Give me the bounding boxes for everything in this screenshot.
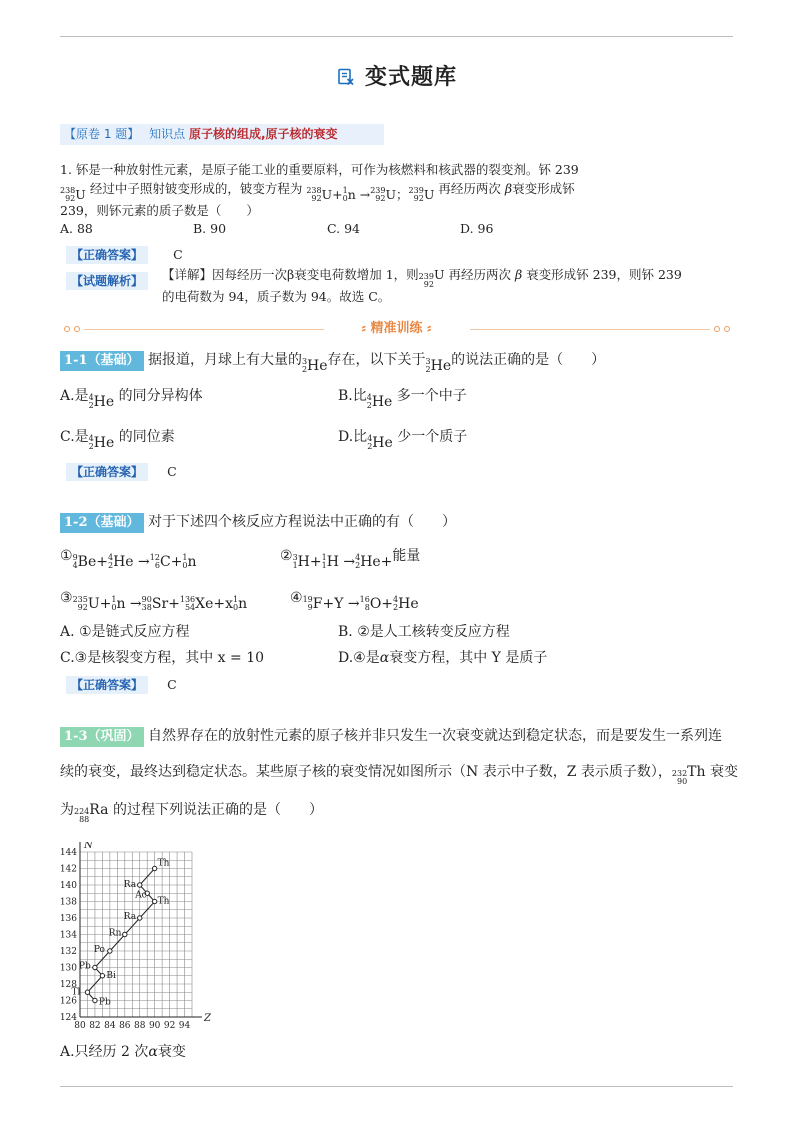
x-tick-label: 88 [134, 1021, 146, 1031]
bottom-rule [60, 1086, 733, 1087]
q1-option-c: C. 94 [327, 221, 360, 236]
q13-badge: 1-3（巩固） [60, 727, 144, 747]
nuclide-point [85, 990, 89, 994]
document-edit-icon [337, 68, 355, 86]
nuclide-point [152, 899, 156, 903]
top-rule [60, 36, 733, 37]
nuclide-label: Rn [108, 928, 122, 939]
q13-line1: 1-3（巩固） 自然界存在的放射性元素的原子核并非只发生一次衰变就达到稳定状态，而是要发生一系列连 [60, 726, 722, 747]
nuclide-label: Tl [71, 987, 81, 998]
q11-stem: 1-1（基础） 据报道，月球上有大量的 3 2 He存在，以下关于 3 2 He的说法正确的是（ ） [60, 350, 605, 376]
section-title: ⸗ 精准训练 ⸗ [361, 321, 432, 336]
y-tick-label: 138 [59, 897, 77, 908]
nuclide-label: Pb [98, 997, 111, 1008]
q12-option-d: D.④是α衰变方程，其中 Y 是质子 [338, 650, 548, 666]
nuclide-point [108, 949, 112, 953]
q11-answer-row: 【正确答案】 C [66, 461, 177, 481]
nuclide-point [100, 974, 104, 978]
x-tick-label: 80 [74, 1021, 86, 1031]
q1-analysis-label: 【试题解析】 [66, 270, 148, 290]
knowledge-point-value: 原子核的组成,原子核的衰变 [188, 127, 338, 141]
y-tick-label: 144 [59, 848, 77, 858]
nuclide-point [152, 866, 156, 870]
q1-line1: 1. 钚是一种放射性元素，是原子能工业的重要原料，可作为核燃料和核武器的裂变剂。钚 239 [60, 162, 579, 177]
nuclide-label: Pb [78, 961, 91, 972]
nuclide-point [93, 998, 97, 1002]
decay-chart [56, 842, 216, 1032]
q13-line2: 续的衰变，最终达到稳定状态。某些原子核的衰变情况如图所示（N 表示中子数，Z 表示质子数）， 232 90 Th 衰变 [60, 764, 738, 786]
q11-option-c: C.是 4 2 He 的同位素 [60, 429, 175, 451]
q1-line2-c: 衰变形成钚 [512, 181, 575, 196]
nuclide-label: Ra [123, 912, 137, 922]
nuclide-label: Bi [106, 970, 116, 981]
x-tick-label: 94 [178, 1021, 191, 1031]
q12-eq2: ② 3 1 H+ 1 1 H → 4 2 He+能量 [280, 548, 421, 570]
q11-option-b: B.比 4 2 He 多一个中子 [338, 388, 467, 410]
q12-option-b: B. ②是人工核转变反应方程 [338, 624, 510, 640]
q1-line2-b: 再经历两次 [438, 181, 501, 196]
title-text: 变式题库 [364, 65, 457, 90]
x-tick-label: 84 [104, 1021, 116, 1031]
q12-eq3: ③ 235 92 U+ 1 0 n → 90 38 Sr+ 136 54 Xe+x 1 0 n [60, 590, 248, 612]
q1-analysis-line2: 的电荷数为 94，质子数为 94。故选 C。 [162, 289, 391, 304]
nuclide-label: Th [157, 858, 170, 869]
q12-option-a: A. ①是链式反应方程 [60, 624, 190, 640]
page-title [0, 60, 794, 91]
q1-answer: C [173, 247, 183, 262]
y-tick-label: 124 [59, 1013, 77, 1023]
nuclide-label: Ra [123, 880, 137, 890]
q1-option-d: D. 96 [460, 221, 494, 236]
section-divider [60, 320, 733, 338]
q12-answer-row: 【正确答案】 C [66, 674, 177, 694]
q1-option-a: A. 88 [60, 221, 93, 236]
nuclide-point [123, 932, 127, 936]
q11-option-d: D.比 4 2 He 少一个质子 [338, 429, 468, 451]
knowledge-point-label: 知识点 [149, 127, 186, 141]
y-tick-label: 130 [59, 963, 77, 974]
q13-option-a: A.只经历 2 次α衰变 [60, 1044, 186, 1060]
x-tick-label: 82 [89, 1021, 101, 1031]
q1-analysis-line1: 【详解】因每经历一次β衰变电荷数增加 1，则 239 92 U 再经历两次 β 衰变形成钚 239，则钚 239 [162, 267, 682, 289]
q1-line2-a: 经过中子照射铍变形成的，铍变方程为 [89, 181, 303, 196]
q12-eq1: ① 9 4 Be+ 4 2 He → 12 6 C+ 1 0 n [60, 548, 197, 570]
q12-option-c: C.③是核裂变方程，其中 x = 10 [60, 650, 265, 666]
y-tick-label: 128 [59, 980, 77, 990]
nuclide-point [138, 916, 142, 920]
nuclide-point [138, 883, 142, 887]
q1-option-b: B. 90 [193, 221, 227, 236]
y-tick-label: 134 [59, 930, 77, 941]
q1-line3: 239，则钚元素的质子数是（ ） [60, 203, 259, 218]
source-bar [60, 124, 384, 145]
q12-stem: 1-2（基础） 对于下述四个核反应方程说法中正确的有（ ） [60, 512, 456, 533]
q12-badge: 1-2（基础） [60, 513, 144, 533]
nuclide-label: Po [93, 945, 105, 955]
q12-eq4: ④ 19 9 F+Y → 16 8 O+ 4 2 He [290, 590, 419, 612]
source-tag: 【原卷 1 题】 [64, 127, 140, 141]
x-tick-label: 86 [119, 1021, 131, 1031]
x-axis-label: Z [204, 1013, 211, 1024]
q1-answer-label: 【正确答案】 [66, 246, 148, 264]
q1-line2: 238 92 U 经过中子照射铍变形成的，铍变方程为 238 92 U+ 1 0 n → 239 92 U； 239 92 U 再经历两次 β衰变形成钚 [60, 181, 575, 203]
y-tick-label: 142 [59, 864, 77, 875]
y-tick-label: 126 [59, 996, 77, 1007]
y-axis-label: N [84, 842, 93, 851]
y-tick-label: 140 [59, 881, 77, 891]
x-tick-label: 90 [148, 1021, 161, 1031]
nuclide-label: Th [157, 896, 170, 907]
x-tick-label: 92 [163, 1021, 176, 1031]
nuclide-point [93, 965, 97, 969]
q11-option-a: A.是 4 2 He 的同分异构体 [60, 388, 203, 410]
q1-answer-row [66, 244, 183, 264]
y-tick-label: 136 [59, 914, 77, 924]
q13-line3: 为 224 88 Ra 的过程下列说法正确的是（ ） [60, 802, 323, 824]
y-tick-label: 132 [59, 947, 77, 957]
nuclide-label: Ac [135, 890, 147, 901]
q11-badge: 1-1（基础） [60, 351, 144, 371]
